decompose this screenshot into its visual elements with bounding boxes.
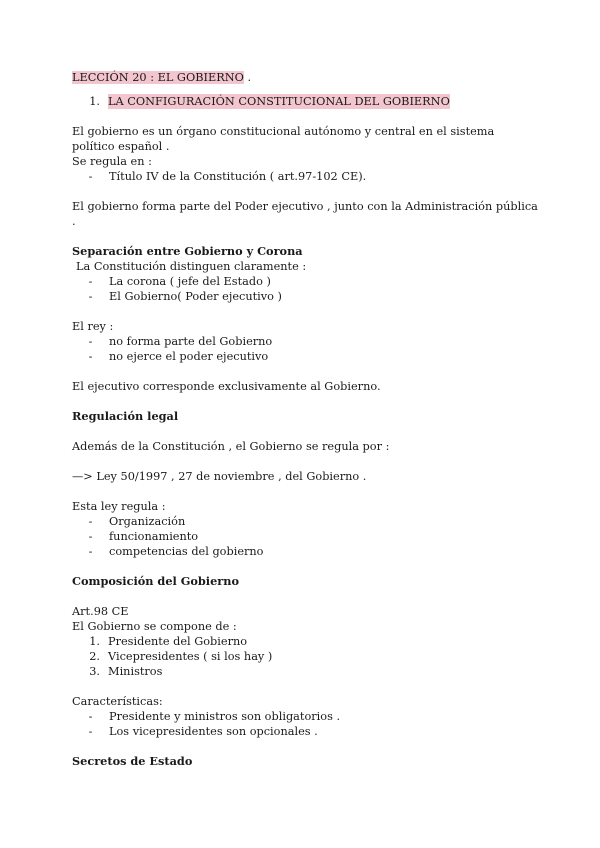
separacion-list — [72, 274, 540, 304]
list-item: 3. Ministros — [72, 664, 540, 679]
bullet-dash: - — [88, 275, 93, 288]
regulacion-heading: Regulación legal — [72, 409, 179, 423]
bullet-dash: - — [88, 170, 93, 183]
list-number: 2. — [89, 650, 100, 663]
regula-list — [72, 169, 540, 184]
composicion-list — [72, 634, 540, 679]
bullet-dash: - — [88, 710, 93, 723]
section-list — [72, 94, 540, 109]
separacion-heading: Separación entre Gobierno y Corona — [72, 244, 303, 258]
list-item: - Presidente y ministros son obligatorios . — [72, 709, 540, 724]
list-item: - Título IV de la Constitución ( art.97-102 CE). — [72, 169, 540, 184]
list-item: - Organización — [72, 514, 540, 529]
list-item: 2. Vicepresidentes ( si los hay ) — [72, 649, 540, 664]
list-item: - El Gobierno( Poder ejecutivo ) — [72, 289, 540, 304]
bullet-dash: - — [88, 725, 93, 738]
ejecutivo-paragraph: El ejecutivo corresponde exclusivamente al Gobierno. — [72, 380, 381, 393]
composicion-text: El Gobierno se compone de : — [72, 620, 237, 633]
list-number: 1. — [89, 635, 100, 648]
page-title: LECCIÓN 20 : EL GOBIERNO . — [72, 71, 252, 84]
list-item: - Los vicepresidentes son opcionales . — [72, 724, 540, 739]
list-item: - no ejerce el poder ejecutivo — [72, 349, 540, 364]
page-title-highlight: LECCIÓN 20 : EL GOBIERNO — [72, 71, 244, 84]
list-item: - competencias del gobierno — [72, 544, 540, 559]
list-item: - no forma parte del Gobierno — [72, 334, 540, 349]
composicion-heading: Composición del Gobierno — [72, 574, 239, 588]
list-item: - funcionamiento — [72, 529, 540, 544]
rey-text: El rey : — [72, 320, 114, 333]
bullet-dash: - — [88, 350, 93, 363]
intro-paragraph: El gobierno es un órgano constitucional autónomo y central en el sistema político español . — [72, 125, 495, 153]
bullet-dash: - — [88, 545, 93, 558]
ley-regula-text: Esta ley regula : — [72, 500, 166, 513]
poder-ejecutivo-paragraph: El gobierno forma parte del Poder ejecutivo , junto con la Administración pública . — [72, 200, 538, 228]
list-number: 3. — [89, 665, 100, 678]
bullet-dash: - — [88, 290, 93, 303]
bullet-dash: - — [88, 515, 93, 528]
separacion-text: La Constitución distinguen claramente : — [76, 260, 307, 273]
section-1-heading: LA CONFIGURACIÓN CONSTITUCIONAL DEL GOBIERNO — [108, 95, 450, 108]
list-number: 1. — [89, 95, 100, 108]
rey-list — [72, 334, 540, 364]
caracteristicas-list — [72, 709, 540, 739]
composicion-article: Art.98 CE — [72, 605, 129, 618]
secretos-heading: Secretos de Estado — [72, 754, 193, 768]
ley-regula-list — [72, 514, 540, 559]
ley-reference: —> Ley 50/1997 , 27 de noviembre , del Gobierno . — [72, 470, 367, 483]
regula-en-text: Se regula en : — [72, 155, 152, 168]
regulacion-text: Además de la Constitución , el Gobierno se regula por : — [72, 440, 390, 453]
list-item: 1. Presidente del Gobierno — [72, 634, 540, 649]
list-item: - La corona ( jefe del Estado ) — [72, 274, 540, 289]
caracteristicas-text: Características: — [72, 695, 163, 708]
section-1 — [72, 94, 540, 109]
bullet-dash: - — [88, 530, 93, 543]
bullet-dash: - — [88, 335, 93, 348]
